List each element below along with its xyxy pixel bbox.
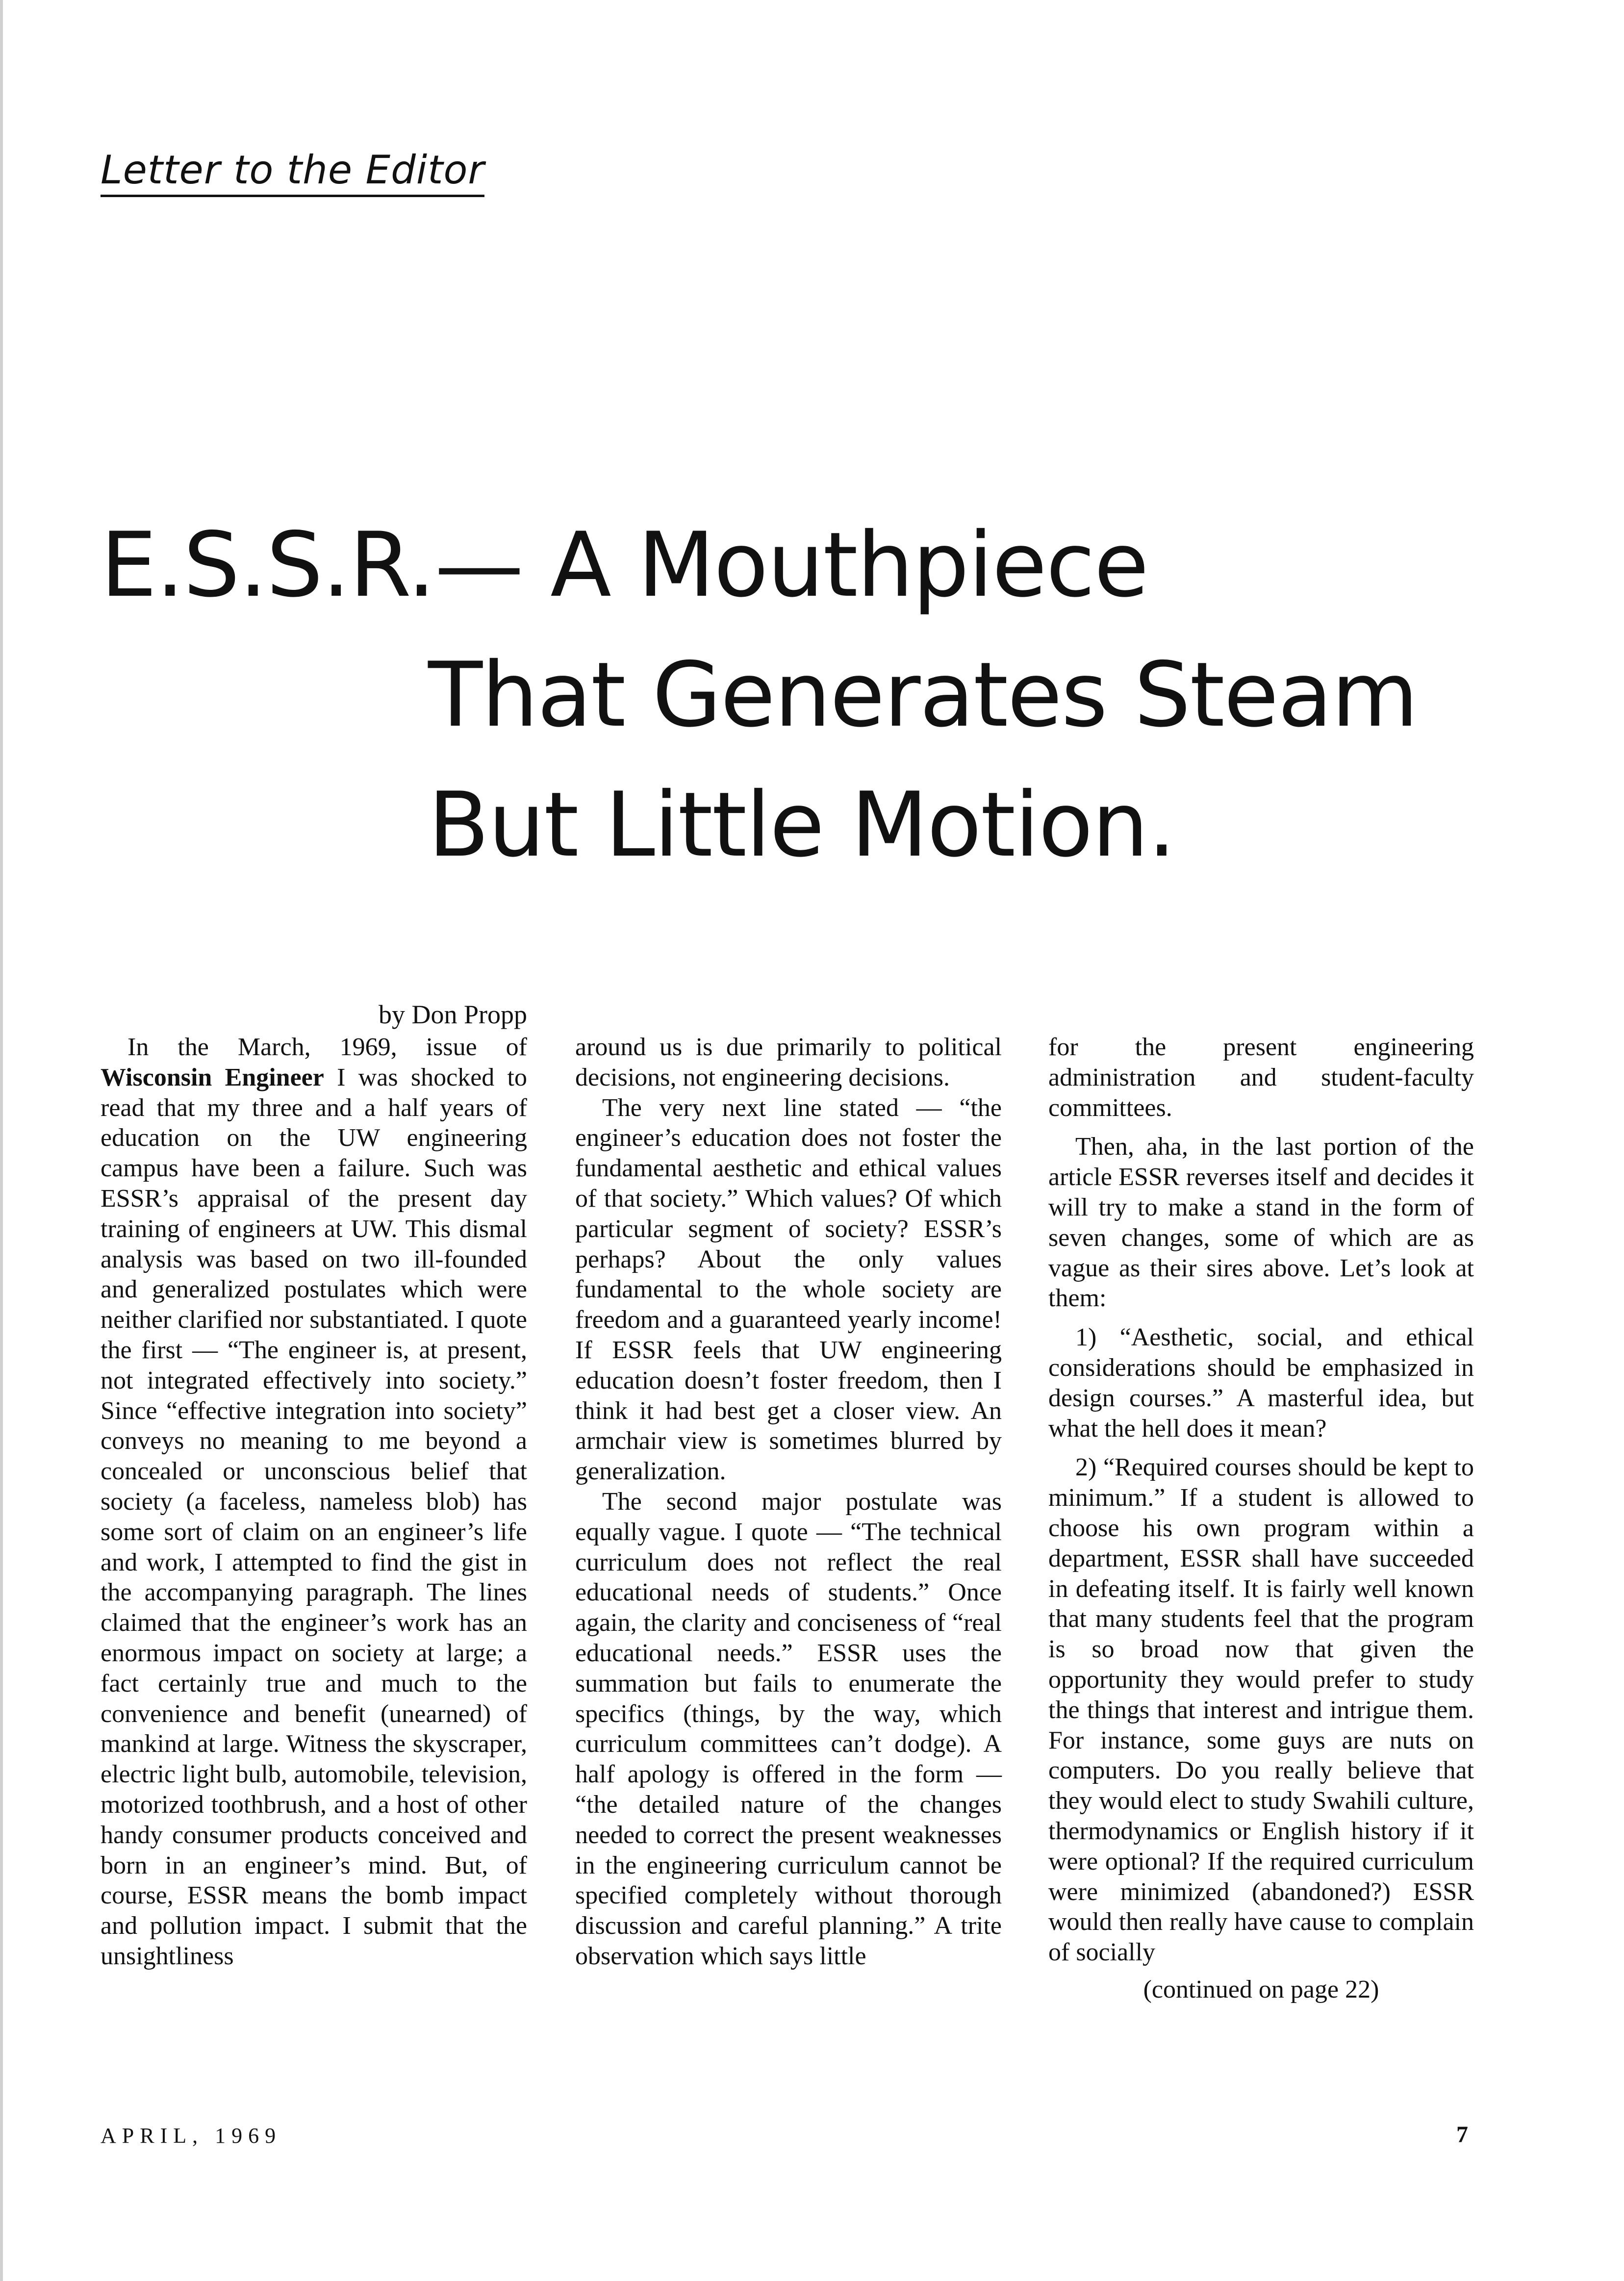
article-column-3 xyxy=(1048,1032,1474,2005)
byline: by Don Propp xyxy=(378,1000,527,1029)
paragraph: around us is due primarily to political decisions, not engineering decisions. xyxy=(575,1033,1002,1091)
headline-line-2: That Generates Steam xyxy=(428,643,1418,747)
headline-line-3: But Little Motion. xyxy=(428,773,1175,877)
paragraph: The very next line stated — “the engineer’s education does not foster the fundamental aesthetic and ethical values of that society.” Which values? Of which particular segment of society? ESSR’s perhaps? About the only values fundamental to the whole society are freedom and a guaranteed yearly income! If ESSR feels that UW engineering education doesn’t foster freedom, then I think it had best get a closer view. An armchair view is sometimes blurred by generalization. xyxy=(575,1093,1002,1486)
page-edge xyxy=(0,0,3,2281)
paragraph: The second major postulate was equally vague. I quote — “The technical curriculum does not reflect the real educational needs of students.” Once again, the clarity and conciseness of “real educational needs.” ESSR uses the summation but fails to enumerate the specifics (things, by the way, which curriculum committees can’t dodge). A half apology is offered in the form — “the detailed nature of the changes needed to correct the present weaknesses in the engineering curriculum cannot be specified completely without thorough discussion and careful planning.” A trite observation which says little xyxy=(575,1487,1002,1970)
footer-issue-date: APRIL, 1969 xyxy=(101,2124,282,2148)
article-column-2 xyxy=(575,1032,1002,1972)
article-column-1 xyxy=(101,1032,527,1972)
headline-line-1: E.S.S.R.— A Mouthpiece xyxy=(101,513,1148,617)
publication-name: Wisconsin Engineer xyxy=(101,1063,324,1091)
continued-note: (continued on page 22) xyxy=(1143,1975,1379,2003)
paragraph: Then, aha, in the last portion of the article ESSR reverses itself and decides it will try to make a stand in the form of seven changes, some of which are as vague as their sires above. Let’s look at them: xyxy=(1048,1133,1474,1313)
paragraph: 1) “Aesthetic, social, and ethical considerations should be emphasized in design courses.” A masterful idea, but what the hell does it mean? xyxy=(1048,1323,1474,1443)
paragraph-text: I was shocked to read that my three and a half years of education on the UW engineering campus have been a failure. Such was ESSR’s appraisal of the present day training of engineers at UW. This dismal analysis was based on two ill-founded and generalized postulates which were neither clarified nor substantiated. I quote the first — “The engineer is, at present, not integrated effectively into society.” Since “effective integration into society” conveys no meaning to me beyond a concealed or unconscious belief that society (a faceless, nameless blob) has some sort of claim on an engineer’s life and work, I attempted to find the gist in the accompanying paragraph. The lines claimed that the engineer’s work has an enormous impact on society at large; a fact certainly true and much to the convenience and benefit (unearned) of mankind at large. Witness the skyscraper, electric light bulb, automobile, television, motorized toothbrush, and a host of other handy consumer products conceived and born in an engineer’s mind. But, of course, ESSR means the bomb impact and pollution impact. I submit that the unsightliness xyxy=(101,1063,527,1970)
section-label: Letter to the Editor xyxy=(101,147,484,197)
paragraph xyxy=(101,1032,527,1972)
paragraph: 2) “Required courses should be kept to minimum.” If a student is allowed to choose his own program within a department, ESSR shall have succeeded in defeating itself. It is fairly well known that many students feel that the program is so broad now that given the opportunity they would prefer to study the things that interest and intrigue them. For instance, some guys are nuts on computers. Do you really believe that they would elect to study Swahili culture, thermodynamics or English history if it were optional? If the required curriculum were minimized (abandoned?) ESSR would then really have cause to complain of socially xyxy=(1048,1453,1474,1967)
paragraph-text: In the March, 1969, issue of xyxy=(127,1033,527,1061)
page-number: 7 xyxy=(1456,2122,1468,2148)
headline xyxy=(101,500,1418,890)
paragraph: for the present engineering administration and student-faculty committees. xyxy=(1048,1033,1474,1122)
